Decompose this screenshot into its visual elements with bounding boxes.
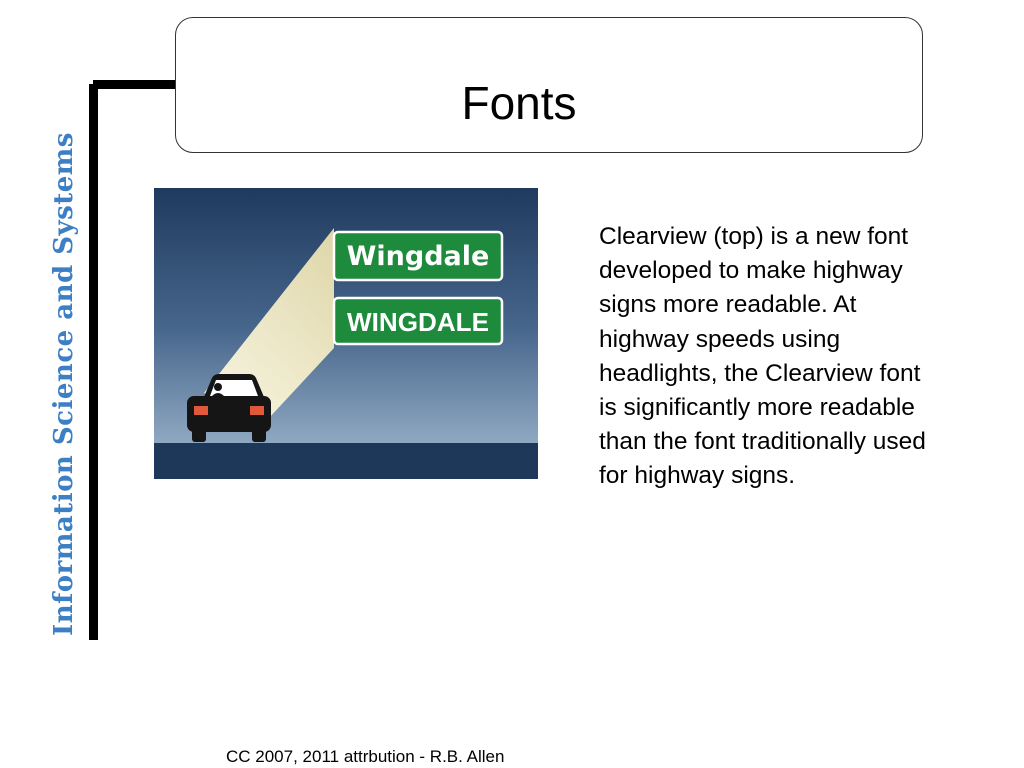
brand-text: Information Science and Systems [49,132,80,636]
highway-sign-figure [154,188,538,479]
bracket-vertical-bar [89,84,98,640]
body-text: Clearview (top) is a new font developed to make highway signs more readable. At highway speeds using headlights, the Clearview font is significantly more readable than the font traditionally used for highway signs. [599,223,926,490]
road [154,443,538,479]
sign-clearview-text: Wingdale [346,241,490,272]
footer-attribution: CC 2007, 2011 attrbution - R.B. Allen [226,747,505,766]
slide-title: Fonts [461,77,577,129]
highway-sign-illustration [154,188,538,479]
sign-traditional-text: WINGDALE [347,307,489,337]
vertical-brand [44,114,84,654]
title-box [175,17,923,153]
